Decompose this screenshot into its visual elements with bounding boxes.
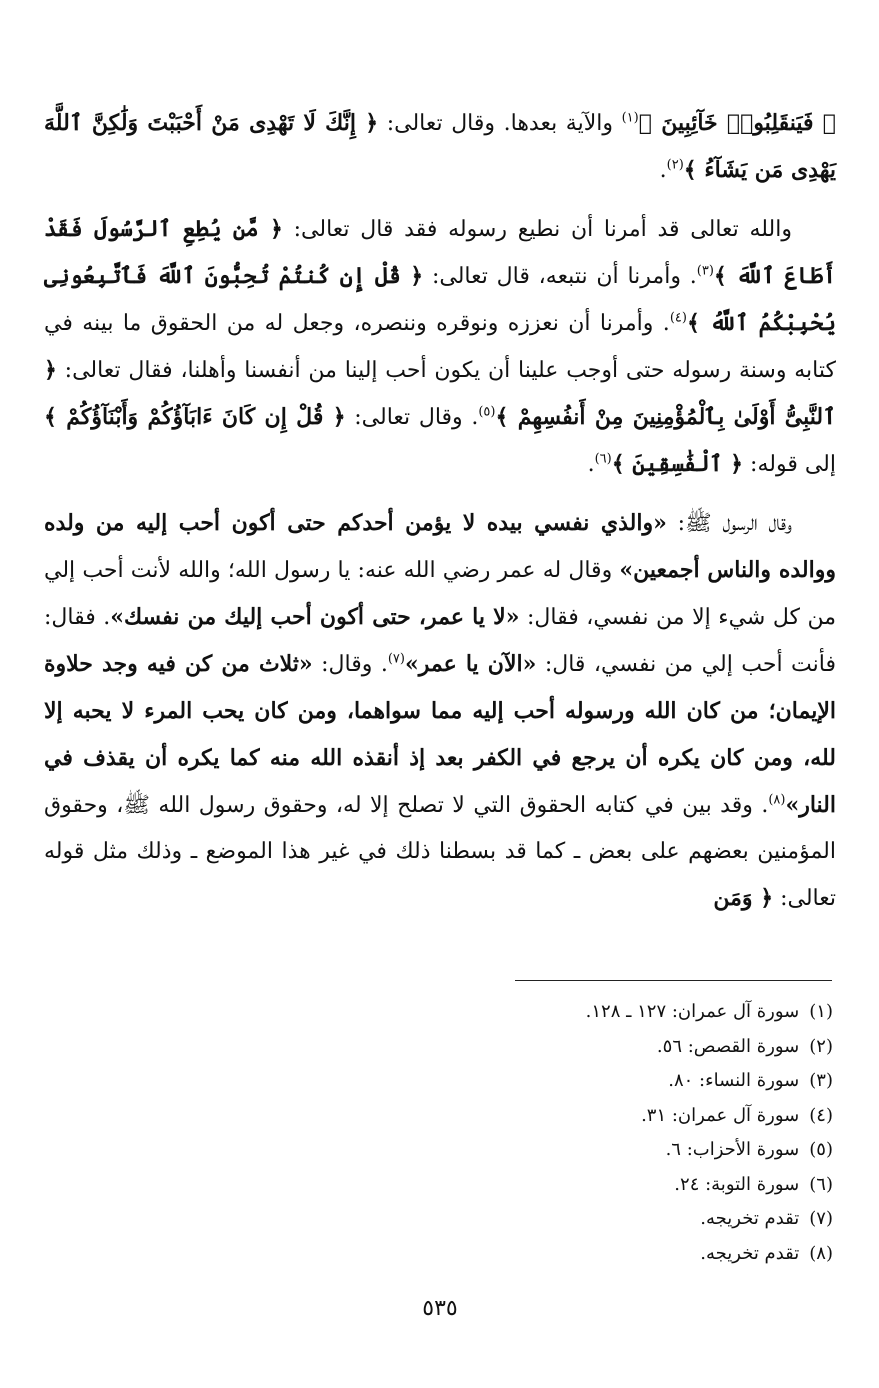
paragraph-2 — [44, 206, 836, 488]
footnote-item — [473, 995, 833, 1030]
hadith-quote: «لا يا عمر، حتى أكون أحب إليك من نفسك» — [110, 604, 520, 630]
quran-verse: ﴿ قُلْ إِن كَانَ ءَابَآؤُكُمْ وَأَبْنَآؤُكُمْ ﴾ — [44, 404, 346, 430]
footnote-ref[interactable]: (٣) — [696, 263, 714, 279]
page-number: ٥٣٥ — [422, 1296, 458, 1321]
text-run: . — [587, 452, 595, 477]
text-run: . وقال تعالى: — [345, 405, 479, 430]
paragraph-1 — [44, 100, 836, 194]
footnote-item — [473, 1030, 833, 1065]
footnote-text: سورة الأحزاب: ٦. — [665, 1139, 800, 1160]
text-run: . فقال: فأنت أحب إلي من نفسي، قال: — [44, 605, 836, 677]
footnote-number: (٦) — [809, 1173, 833, 1195]
text-run: . وأمرنا أن نعززه ونوقره وننصره، وجعل له من الحقوق ما بينه في كتابه وسنة رسوله حتى أوجب علينا أن يكون أحب إلينا من أنفسنا وأهلنا، فقال تعالى: — [44, 311, 836, 383]
hadith-quote: «والذي نفسي بيده لا يؤمن أحدكم حتى أكون أحب إليه من ولده ووالده والناس أجمعين» — [44, 510, 836, 583]
footnote-item — [473, 1168, 833, 1203]
text-run: والله تعالى قد أمرنا أن نطيع رسوله فقد قال تعالى: — [282, 217, 792, 242]
quran-verse: ﴿ إِنَّكَ لَا تَهْدِى مَنْ أَحْبَبْتَ وَلَٰكِنَّ ٱللَّهَ يَهْدِى مَن يَشَآءُ ﴾ — [44, 110, 836, 183]
footnote-text: سورة آل عمران: ١٢٧ ـ ١٢٨. — [585, 1001, 800, 1022]
main-text — [44, 100, 836, 922]
footnote-item — [473, 1099, 833, 1134]
quran-verse: ﴿ وَمَن — [713, 885, 774, 911]
footnote-text: سورة النساء: ٨٠. — [668, 1070, 800, 1091]
paragraph-3 — [44, 500, 836, 922]
footnote-ref[interactable]: (٦) — [594, 451, 612, 467]
footnote-number: (١) — [809, 1001, 833, 1022]
footnote-text: تقدم تخريجه. — [700, 1242, 800, 1264]
text-run: وقال له عمر رضي الله عنه: يا رسول الله؛ والله لأنت أحب إلي من كل شيء إلا من نفسي، فقال: — [44, 558, 837, 630]
text-run: . وقد بين في كتابه الحقوق التي لا تصلح إلا له، وحقوق رسول الله ﷺ، وحقوق المؤمنين بعضهم على بعض ـ كما قد بسطنا ذلك في غير هذا الموضع ـ وذلك مثل قوله تعالى: — [44, 793, 836, 911]
footnote-number: (٥) — [809, 1139, 833, 1160]
quran-verse: ﴿ مَّن يُطِعِ ٱلرَّسُولَ فَقَدْ أَطَاعَ ٱللَّهَ ﴾ — [44, 216, 836, 289]
footnote-item — [473, 1064, 833, 1099]
text-run: وقال الرسول ﷺ: — [666, 511, 792, 536]
quran-verse: ﴿ ٱلنَّبِىُّ أَوْلَىٰ بِٱلْمُؤْمِنِينَ مِنْ أَنفُسِهِمْ ﴾ — [44, 357, 836, 430]
footnote-number: (٣) — [809, 1070, 833, 1091]
footnote-ref[interactable]: (٥) — [478, 404, 496, 420]
hadith-quote: «ثلاث من كن فيه وجد حلاوة الإيمان؛ من كان الله ورسوله أحب إليه مما سواهما، ومن كان يحب المرء لا يحبه إلا لله، ومن كان يكره أن يرجع في الكفر بعد إذ أنقذه الله منه كما يكره أن يقذف في النار» — [44, 651, 836, 818]
footnote-divider — [515, 980, 832, 981]
text-run: . — [659, 158, 667, 183]
footnote-number: (٤) — [809, 1104, 833, 1126]
hadith-quote: «الآن يا عمر» — [404, 651, 537, 677]
footnote-ref[interactable]: (٨) — [768, 792, 786, 808]
quran-verse: ﴿ قُلْ إِن كُنتُمْ تُحِبُّونَ ٱللَّهَ فَٱتَّبِعُونِى يُحْبِبْكُمُ ٱللَّهُ ﴾ — [44, 263, 837, 336]
footnote-item — [473, 1237, 833, 1272]
text-run: . وأمرنا أن نتبعه، قال تعالى: — [423, 264, 697, 289]
text-run: إلى قوله: — [743, 452, 836, 477]
quran-verse: ﴿ فَيَنقَلِبُوا۟ خَآئِبِينَ ﴾ — [638, 110, 836, 136]
text-run: والآية بعدها. وقال تعالى: — [378, 111, 622, 136]
quran-verse: ﴿ ٱلْفَٰسِقِينَ ﴾ — [611, 451, 744, 477]
footnote-text: سورة آل عمران: ٣١. — [641, 1104, 800, 1126]
footnote-text: سورة التوبة: ٢٤. — [674, 1173, 800, 1195]
footnotes-list — [473, 995, 833, 1271]
footnote-text: سورة القصص: ٥٦. — [656, 1035, 800, 1057]
footnote-item — [473, 1133, 833, 1168]
footnote-number: (٢) — [809, 1035, 833, 1057]
footnote-number: (٧) — [809, 1208, 833, 1229]
footnote-ref[interactable]: (٤) — [669, 310, 687, 326]
footnote-ref[interactable]: (٢) — [666, 157, 684, 173]
footnote-text: تقدم تخريجه. — [700, 1208, 800, 1229]
footnote-ref[interactable]: (١) — [621, 110, 639, 126]
footnote-ref[interactable]: (٧) — [387, 651, 405, 667]
footnote-number: (٨) — [809, 1242, 833, 1264]
text-run: . وقال: — [312, 652, 388, 677]
footnote-item — [473, 1202, 833, 1237]
